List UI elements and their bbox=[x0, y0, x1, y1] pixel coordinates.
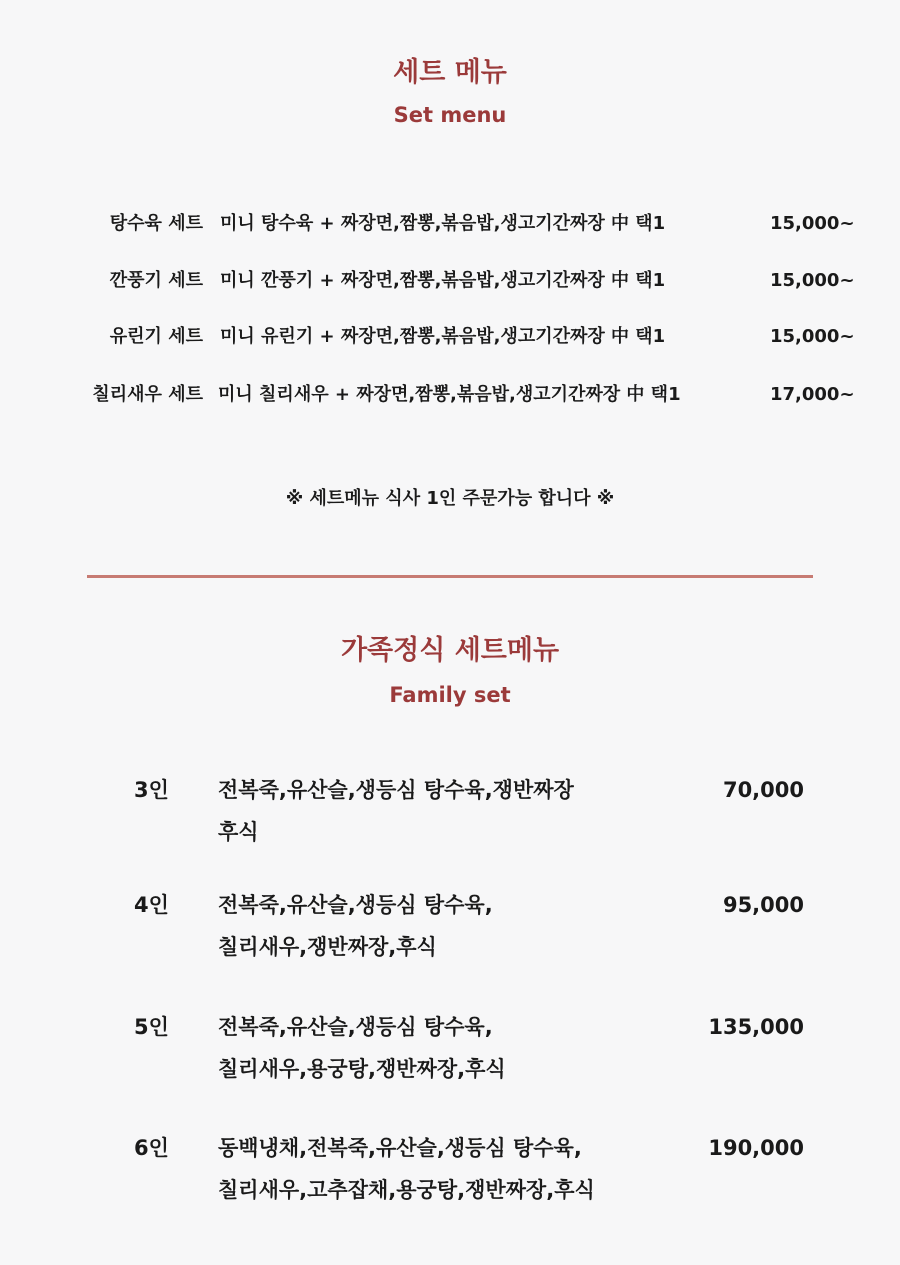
set-menu-item bbox=[0, 322, 900, 352]
set-menu-item-price: 15,000~ bbox=[770, 213, 855, 234]
set-menu-item-name: 유린기 세트 bbox=[109, 326, 203, 347]
family-set-dishes-line: 전복죽,유산슬,생등심 탕수육, bbox=[218, 893, 493, 917]
set-menu-item bbox=[0, 266, 900, 296]
family-set-price: 95,000 bbox=[722, 893, 804, 917]
set-menu-item-price: 15,000~ bbox=[770, 270, 855, 291]
family-set-dishes-line: 칠리새우,고추잡채,용궁탕,쟁반짜장,후식 bbox=[218, 1178, 595, 1202]
family-set-people-count: 4인 bbox=[134, 893, 169, 917]
section-divider bbox=[87, 575, 813, 578]
family-set-price: 135,000 bbox=[708, 1015, 804, 1039]
family-set-people-count: 3인 bbox=[134, 778, 169, 802]
set-menu-item-description: 미니 깐풍기 + 짜장면,짬뽕,볶음밥,생고기간짜장 中 택1 bbox=[220, 270, 666, 291]
set-menu-notice: ※ 세트메뉴 식사 1인 주문가능 합니다 ※ bbox=[285, 488, 615, 509]
family-set-dishes bbox=[218, 769, 658, 853]
family-set-dishes-line: 칠리새우,용궁탕,쟁반짜장,후식 bbox=[218, 1057, 506, 1081]
family-set-title: 가족정식 세트메뉴 bbox=[340, 635, 560, 666]
family-set-dishes bbox=[218, 1127, 658, 1211]
family-set-dishes-line: 전복죽,유산슬,생등심 탕수육, bbox=[218, 1015, 493, 1039]
family-set-dishes-line: 후식 bbox=[218, 820, 259, 844]
set-menu-item-name: 탕수육 세트 bbox=[109, 213, 203, 234]
set-menu-item bbox=[0, 209, 900, 239]
set-menu-item-price: 15,000~ bbox=[770, 326, 855, 347]
set-menu-item-description: 미니 칠리새우 + 짜장면,짬뽕,볶음밥,생고기간짜장 中 택1 bbox=[218, 384, 681, 405]
family-set-dishes-line: 칠리새우,쟁반짜장,후식 bbox=[218, 935, 437, 959]
set-menu-item-description: 미니 유린기 + 짜장면,짬뽕,볶음밥,생고기간짜장 中 택1 bbox=[220, 326, 666, 347]
family-set-price: 190,000 bbox=[708, 1136, 804, 1160]
family-set-people-count: 5인 bbox=[134, 1015, 169, 1039]
set-menu-title: 세트 메뉴 bbox=[393, 57, 507, 88]
set-menu-subtitle: Set menu bbox=[393, 103, 507, 127]
family-set-dishes-line: 동백냉채,전복죽,유산슬,생등심 탕수육, bbox=[218, 1136, 582, 1160]
set-menu-item-name: 칠리새우 세트 bbox=[92, 384, 203, 405]
set-menu-item-description: 미니 탕수육 + 짜장면,짬뽕,볶음밥,생고기간짜장 中 택1 bbox=[220, 213, 666, 234]
family-set-dishes-line: 전복죽,유산슬,생등심 탕수육,쟁반짜장 bbox=[218, 778, 574, 802]
set-menu-item bbox=[0, 380, 900, 410]
set-menu-item-name: 깐풍기 세트 bbox=[109, 270, 203, 291]
family-set-price: 70,000 bbox=[722, 778, 804, 802]
family-set-dishes bbox=[218, 1006, 658, 1090]
family-set-subtitle: Family set bbox=[389, 683, 511, 707]
family-set-dishes bbox=[218, 884, 658, 968]
family-set-people-count: 6인 bbox=[134, 1136, 169, 1160]
set-menu-item-price: 17,000~ bbox=[770, 384, 855, 405]
